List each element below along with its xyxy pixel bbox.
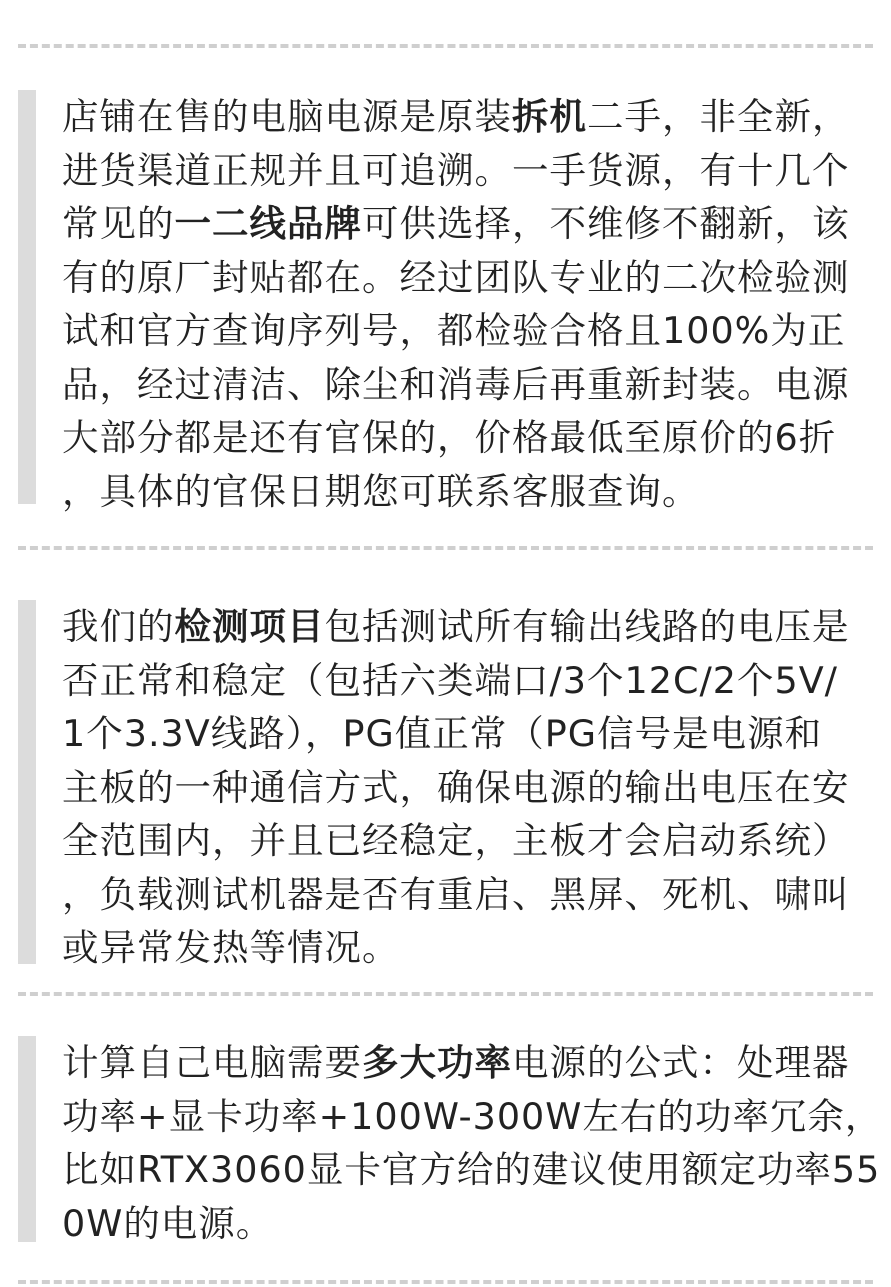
text-line xyxy=(62,921,862,975)
quote-bar xyxy=(18,90,36,504)
text-segment: 全范围内，并且已经稳定，主板才会启动系统） xyxy=(62,819,850,862)
bold-keyword: 一二线品牌 xyxy=(174,202,362,245)
text-line xyxy=(62,1143,881,1197)
divider-top xyxy=(18,44,873,48)
text-line xyxy=(62,465,862,519)
section-power-formula xyxy=(18,1036,883,1245)
text-line xyxy=(62,197,862,251)
text-line xyxy=(62,304,862,358)
text-segment: 电源的公式：处理器 xyxy=(512,1041,850,1084)
divider-1 xyxy=(18,546,873,550)
text-line xyxy=(62,251,862,305)
text-segment: ，负载测试机器是否有重启、黑屏、死机、啸叫 xyxy=(62,872,850,916)
text-line xyxy=(62,761,862,815)
text-line xyxy=(62,1197,862,1251)
text-segment: 0W的电源。 xyxy=(62,1201,274,1245)
section-text xyxy=(62,1036,883,1250)
quote-bar xyxy=(18,600,36,964)
text-line xyxy=(62,707,862,761)
text-segment: 可供选择，不维修不翻新，该 xyxy=(362,202,850,245)
text-segment: ，具体的官保日期您可联系客服查询。 xyxy=(62,469,700,513)
text-segment: 店铺在售的电脑电源是原装 xyxy=(62,95,512,138)
text-segment: 计算自己电脑需要 xyxy=(62,1041,362,1084)
divider-bottom xyxy=(18,1280,873,1284)
text-segment: 1个3.3V线路），PG值正常（PG信号是电源和 xyxy=(62,712,823,755)
section-text xyxy=(62,600,862,975)
text-segment: 试和官方查询序列号，都检验合格且100%为正 xyxy=(62,309,846,352)
divider-2 xyxy=(18,992,873,996)
text-segment: 功率+显卡功率+100W-300W左右的功率冗余， xyxy=(62,1094,883,1138)
text-segment: 大部分都是还有官保的，价格最低至原价的6折 xyxy=(62,416,837,459)
bold-keyword: 多大功率 xyxy=(362,1041,512,1084)
text-segment: 或异常发热等情况。 xyxy=(62,926,400,969)
section-test-items xyxy=(18,600,868,969)
text-line xyxy=(62,411,862,465)
text-line xyxy=(62,1090,883,1144)
text-line xyxy=(62,654,862,708)
text-segment: 常见的 xyxy=(62,202,175,245)
text-segment: 我们的 xyxy=(62,605,175,648)
text-line xyxy=(62,600,862,654)
text-line xyxy=(62,814,862,868)
text-line xyxy=(62,144,862,198)
text-line xyxy=(62,90,862,144)
text-segment: 进货渠道正规并且可追溯。一手货源，有十几个 xyxy=(62,148,850,192)
bold-keyword: 检测项目 xyxy=(174,605,325,648)
bold-keyword: 拆机 xyxy=(512,95,587,138)
text-segment: 包括测试所有输出线路的电压是 xyxy=(324,605,850,648)
text-line xyxy=(62,358,862,412)
text-segment: 有的原厂封贴都在。经过团队专业的二次检验测 xyxy=(62,255,850,299)
text-segment: 比如RTX3060显卡官方给的建议使用额定功率55 xyxy=(62,1148,881,1191)
text-segment: 否正常和稳定（包括六类端口/3个12C/2个5V/ xyxy=(62,658,838,702)
text-line xyxy=(62,1036,862,1090)
text-segment: 品，经过清洁、除尘和消毒后再重新封装。电源 xyxy=(62,362,850,406)
section-text xyxy=(62,90,862,518)
text-segment: 主板的一种通信方式，确保电源的输出电压在安 xyxy=(62,765,850,809)
text-segment: 二手，非全新， xyxy=(587,95,850,138)
text-line xyxy=(62,868,862,922)
quote-bar xyxy=(18,1036,36,1242)
section-used-psu-info xyxy=(18,90,868,513)
